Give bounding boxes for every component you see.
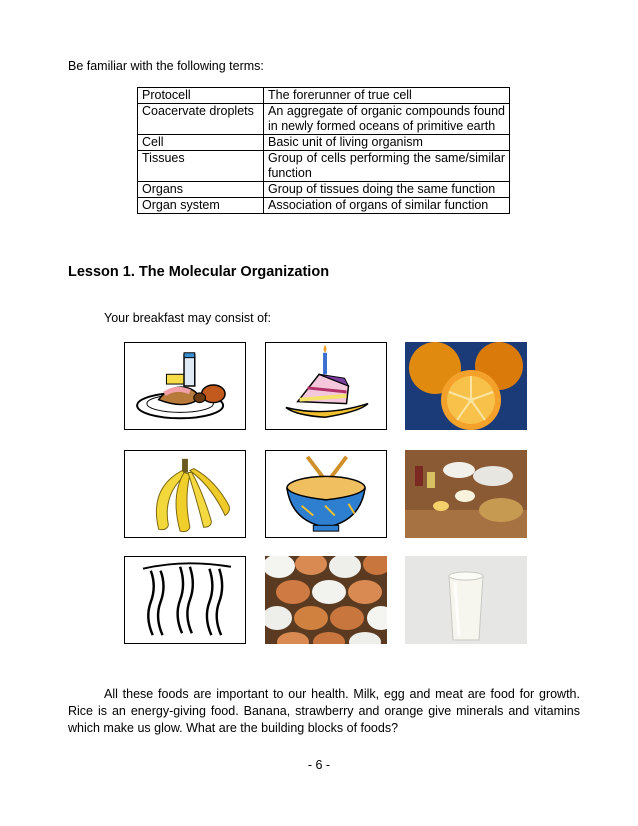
table-row [138,151,510,182]
lesson-title: Lesson 1. The Molecular Organization [68,264,330,280]
table-row [138,104,510,135]
definition-cell: The forerunner of true cell [264,88,510,104]
body-paragraph [68,686,580,737]
definition-cell: Group of cells performing the same/similar function [264,151,510,182]
definition-cell: An aggregate of organic compounds found in newly formed oceans of primitive earth [264,104,510,135]
term-cell: Organ system [138,198,264,214]
term-cell: Coacervate droplets [138,104,264,135]
breakfast-intro: Your breakfast may consist of: [104,311,271,325]
term-cell: Cell [138,135,264,151]
baking-ingredients-photo [405,450,527,538]
eggs-photo [265,556,387,644]
terms-table [137,87,510,214]
definition-cell: Group of tissues doing the same function [264,182,510,198]
definition-cell: Association of organs of similar function [264,198,510,214]
table-row [138,182,510,198]
sausages-icon [124,556,246,644]
table-row [138,88,510,104]
bananas-icon [124,450,246,538]
table-row [138,198,510,214]
milk-glass-photo [405,556,527,644]
breakfast-plate-icon [124,342,246,430]
cake-slice-icon [265,342,387,430]
term-cell: Protocell [138,88,264,104]
table-row [138,135,510,151]
paragraph-text: All these foods are important to our health. Milk, egg and meat are food for growth. Rice is an energy-giving food. Banana, strawberry and orange give minerals and vitamins which make us glow. What are the building blocks of foods? [68,687,580,735]
term-cell: Tissues [138,151,264,182]
noodle-bowl-icon [265,450,387,538]
term-cell: Organs [138,182,264,198]
oranges-photo [405,342,527,430]
intro-text: Be familiar with the following terms: [68,59,264,73]
definition-cell: Basic unit of living organism [264,135,510,151]
page-number: - 6 - [307,758,331,772]
